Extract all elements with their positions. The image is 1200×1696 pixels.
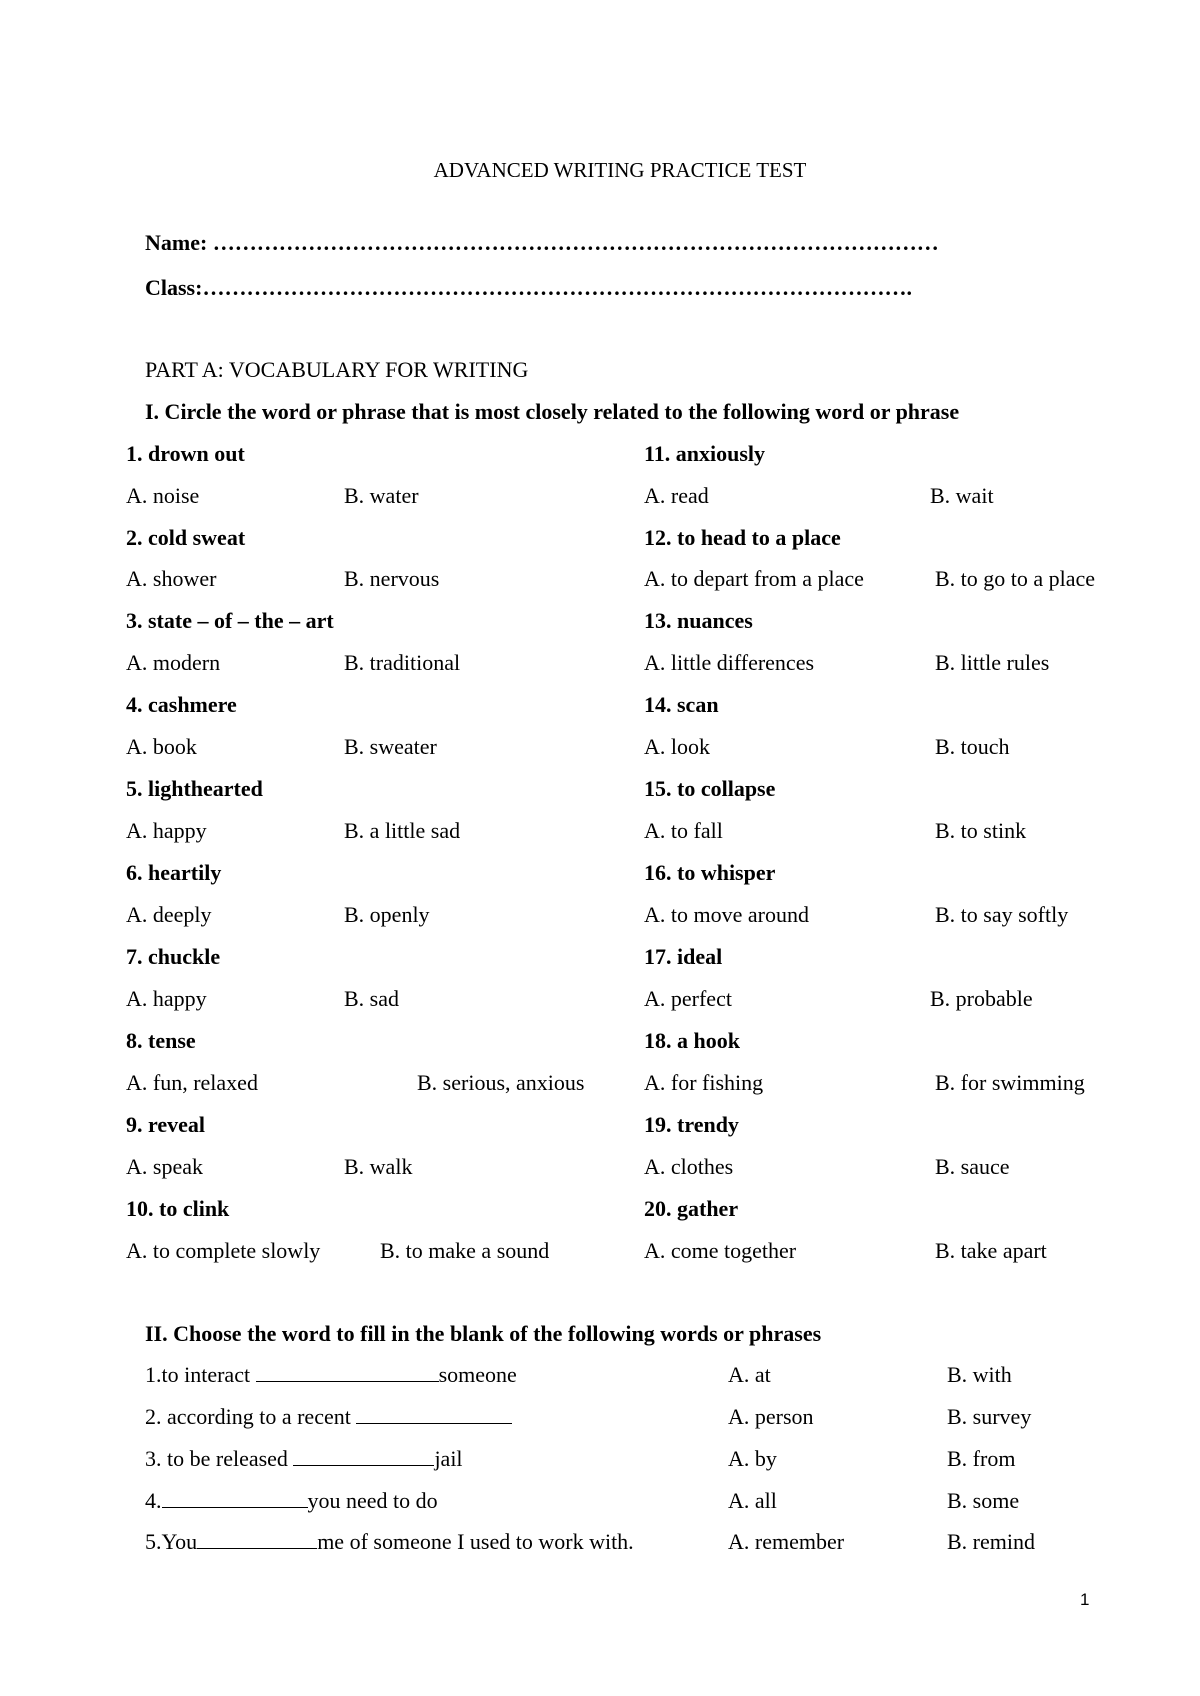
- sentence-end: me of someone I used to work with.: [317, 1529, 634, 1554]
- option-a[interactable]: A. come together: [644, 1238, 797, 1263]
- option-b[interactable]: B. touch: [935, 734, 1010, 759]
- option-b[interactable]: B. to stink: [935, 818, 1027, 843]
- question-text: 11. anxiously: [644, 441, 766, 466]
- option-b[interactable]: B. to make a sound: [380, 1238, 550, 1263]
- question-text: 13. nuances: [644, 608, 753, 633]
- option-b[interactable]: B. serious, anxious: [417, 1070, 585, 1095]
- option-a[interactable]: A. modern: [126, 650, 221, 675]
- option-a[interactable]: A. fun, relaxed: [126, 1070, 258, 1095]
- option-a[interactable]: A. to move around: [644, 902, 809, 927]
- option-a[interactable]: A. little differences: [644, 650, 815, 675]
- page-number: 1: [1080, 1590, 1090, 1609]
- sentence: [145, 1362, 517, 1388]
- option-a[interactable]: A. speak: [126, 1154, 203, 1179]
- option-a[interactable]: A. to fall: [644, 818, 723, 843]
- option-b[interactable]: B. from: [947, 1446, 1016, 1471]
- question-text: 14. scan: [644, 692, 719, 717]
- sentence-start: 3. to be released: [145, 1446, 294, 1471]
- question-text: 19. trendy: [644, 1112, 739, 1137]
- page-title: ADVANCED WRITING PRACTICE TEST: [433, 158, 807, 182]
- option-a[interactable]: A. at: [728, 1362, 771, 1387]
- question-text: 2. cold sweat: [126, 525, 246, 550]
- option-b[interactable]: B. with: [947, 1362, 1012, 1387]
- option-a[interactable]: A. perfect: [644, 986, 732, 1011]
- question-text: 8. tense: [126, 1028, 196, 1053]
- question-text: 4. cashmere: [126, 692, 237, 717]
- sentence: [145, 1488, 438, 1514]
- option-b[interactable]: B. openly: [344, 902, 430, 927]
- option-b[interactable]: B. sad: [344, 986, 399, 1011]
- sentence: [145, 1529, 634, 1555]
- option-a[interactable]: A. remember: [728, 1529, 845, 1554]
- option-b[interactable]: B. sweater: [344, 734, 437, 759]
- part-a-heading: PART A: VOCABULARY FOR WRITING: [145, 357, 529, 382]
- question-text: 15. to collapse: [644, 776, 776, 801]
- option-b[interactable]: B. water: [344, 483, 419, 508]
- option-a[interactable]: A. all: [728, 1488, 777, 1513]
- option-b[interactable]: B. to say softly: [935, 902, 1069, 927]
- sentence-start: 5.You: [145, 1529, 198, 1554]
- answer-blank[interactable]: [256, 1363, 439, 1382]
- question-text: 1. drown out: [126, 441, 245, 466]
- sentence-start: 4.: [145, 1488, 162, 1513]
- answer-blank[interactable]: [356, 1405, 512, 1424]
- sentence-start: 2. according to a recent: [145, 1404, 357, 1429]
- option-b[interactable]: B. nervous: [344, 566, 440, 591]
- sentence-end: jail: [434, 1446, 463, 1471]
- question-text: 20. gather: [644, 1196, 739, 1221]
- class-field-label: Class:…………………………………………………………………………………….: [145, 275, 912, 300]
- option-a[interactable]: A. happy: [126, 818, 207, 843]
- option-a[interactable]: A. read: [644, 483, 709, 508]
- question-text: 16. to whisper: [644, 860, 776, 885]
- option-b[interactable]: B. little rules: [935, 650, 1050, 675]
- sentence-end: you need to do: [307, 1488, 438, 1513]
- option-b[interactable]: B. remind: [947, 1529, 1035, 1554]
- sentence: [145, 1404, 512, 1430]
- option-a[interactable]: A. for fishing: [644, 1070, 764, 1095]
- option-b[interactable]: B. a little sad: [344, 818, 461, 843]
- answer-blank[interactable]: [162, 1489, 308, 1508]
- sentence-end: someone: [438, 1362, 517, 1387]
- sentence-start: 1.to interact: [145, 1362, 256, 1387]
- question-text: 3. state – of – the – art: [126, 608, 334, 633]
- option-b[interactable]: B. take apart: [935, 1238, 1047, 1263]
- answer-blank[interactable]: [293, 1447, 434, 1466]
- question-text: 7. chuckle: [126, 944, 221, 969]
- question-text: 10. to clink: [126, 1196, 230, 1221]
- question-text: 9. reveal: [126, 1112, 206, 1137]
- option-a[interactable]: A. to complete slowly: [126, 1238, 321, 1263]
- option-b[interactable]: B. survey: [947, 1404, 1032, 1429]
- section-2-instruction: II. Choose the word to fill in the blank of the following words or phrases: [145, 1321, 822, 1346]
- option-b[interactable]: B. wait: [930, 483, 994, 508]
- option-a[interactable]: A. by: [728, 1446, 777, 1471]
- option-a[interactable]: A. noise: [126, 483, 200, 508]
- option-b[interactable]: B. sauce: [935, 1154, 1010, 1179]
- question-text: 17. ideal: [644, 944, 723, 969]
- option-b[interactable]: B. for swimming: [935, 1070, 1085, 1095]
- option-a[interactable]: A. to depart from a place: [644, 566, 864, 591]
- option-b[interactable]: B. some: [947, 1488, 1020, 1513]
- section-1-instruction: I. Circle the word or phrase that is most closely related to the following word or phrase: [145, 399, 960, 424]
- name-field-label: Name: ………………………………………………………………………………………: [145, 230, 939, 255]
- question-text: 12. to head to a place: [644, 525, 841, 550]
- option-b[interactable]: B. probable: [930, 986, 1033, 1011]
- option-a[interactable]: A. book: [126, 734, 197, 759]
- option-a[interactable]: A. deeply: [126, 902, 212, 927]
- option-b[interactable]: B. to go to a place: [935, 566, 1096, 591]
- option-a[interactable]: A. person: [728, 1404, 814, 1429]
- option-a[interactable]: A. happy: [126, 986, 207, 1011]
- question-text: 6. heartily: [126, 860, 222, 885]
- question-text: 5. lighthearted: [126, 776, 263, 801]
- option-a[interactable]: A. clothes: [644, 1154, 734, 1179]
- option-a[interactable]: A. shower: [126, 566, 217, 591]
- option-b[interactable]: B. walk: [344, 1154, 413, 1179]
- option-b[interactable]: B. traditional: [344, 650, 461, 675]
- answer-blank[interactable]: [197, 1530, 317, 1549]
- option-a[interactable]: A. look: [644, 734, 710, 759]
- sentence: [145, 1446, 463, 1472]
- question-text: 18. a hook: [644, 1028, 740, 1053]
